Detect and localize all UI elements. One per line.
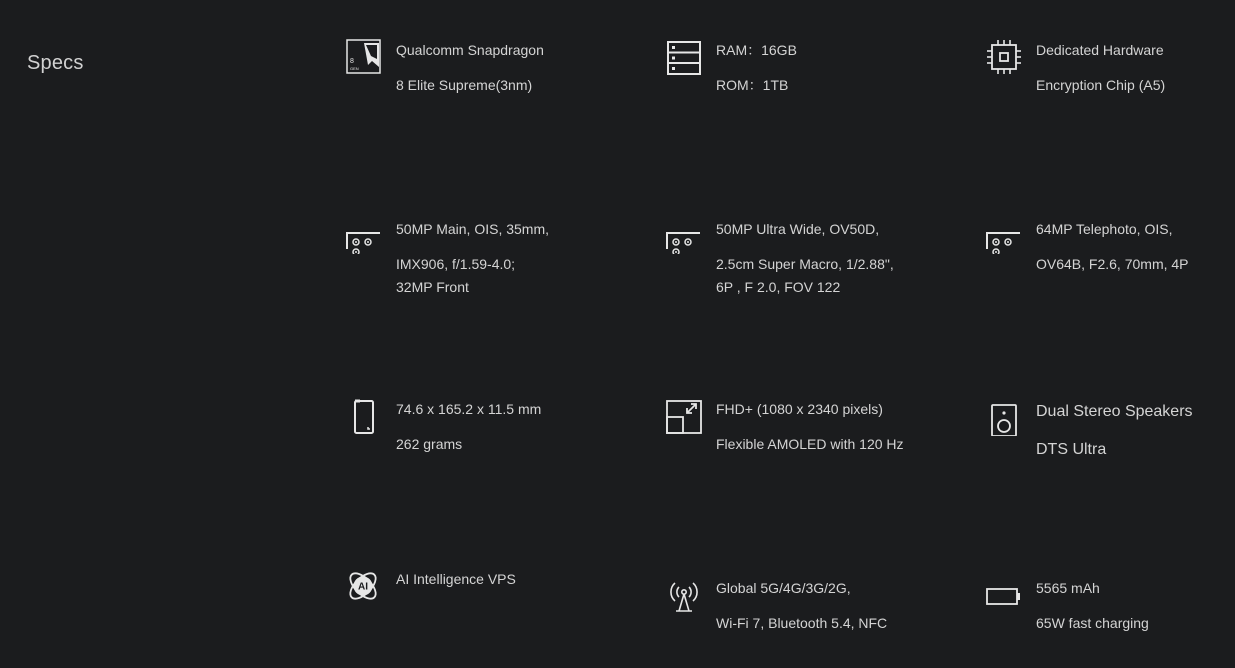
camera-telephoto-icon <box>986 218 1022 254</box>
battery-icon <box>986 577 1022 613</box>
display-expand-icon <box>666 398 702 434</box>
antenna-signal-icon <box>666 577 702 613</box>
spec-line: AI Intelligence VPS <box>396 571 516 587</box>
spec-line: 50MP Ultra Wide, OV50D, <box>716 221 880 237</box>
spec-line: 8 Elite Supreme(3nm) <box>396 77 533 93</box>
spec-line: ROM：1TB <box>716 77 789 93</box>
svg-text:GEN: GEN <box>350 66 359 71</box>
spec-line: 65W fast charging <box>1036 615 1149 631</box>
spec-line: IMX906, f/1.59-4.0; <box>396 256 516 272</box>
encryption-chip-icon <box>986 39 1022 75</box>
section-title: Specs <box>27 52 84 74</box>
spec-line: FHD+ (1080 x 2340 pixels) <box>716 401 883 417</box>
spec-line: Encryption Chip (A5) <box>1036 77 1166 93</box>
speaker-icon <box>986 400 1022 436</box>
spec-line: 5565 mAh <box>1036 580 1100 596</box>
ai-atom-icon <box>346 568 382 604</box>
spec-line: Global 5G/4G/3G/2G, <box>716 580 851 596</box>
spec-line: 74.6 x 165.2 x 11.5 mm <box>396 401 542 417</box>
svg-text:8: 8 <box>350 58 354 65</box>
spec-line: Flexible AMOLED with 120 Hz <box>716 436 904 452</box>
camera-ultrawide-icon <box>666 218 702 254</box>
spec-line: 6P , F 2.0, FOV 122 <box>716 279 841 295</box>
spec-line: Wi-Fi 7, Bluetooth 5.4, NFC <box>716 615 888 631</box>
camera-main-icon <box>346 218 382 254</box>
phone-dimensions-icon <box>346 398 382 434</box>
spec-line: Dedicated Hardware <box>1036 42 1164 58</box>
spec-line: 2.5cm Super Macro, 1/2.88", <box>716 256 894 272</box>
ai-icon-text: AI <box>358 581 368 593</box>
spec-line: RAM：16GB <box>716 42 797 58</box>
spec-line: Dual Stereo Speakers <box>1036 403 1193 420</box>
spec-line: OV64B, F2.6, 70mm, 4P <box>1036 256 1189 272</box>
spec-line: 50MP Main, OIS, 35mm, <box>396 221 550 237</box>
spec-line: Qualcomm Snapdragon <box>396 42 544 58</box>
spec-line: 64MP Telephoto, OIS, <box>1036 221 1173 237</box>
spec-line: DTS Ultra <box>1036 441 1107 458</box>
spec-line: 32MP Front <box>396 279 469 295</box>
chip-8gen-icon <box>346 39 382 75</box>
spec-line: 262 grams <box>396 436 463 452</box>
memory-stack-icon <box>666 39 702 75</box>
